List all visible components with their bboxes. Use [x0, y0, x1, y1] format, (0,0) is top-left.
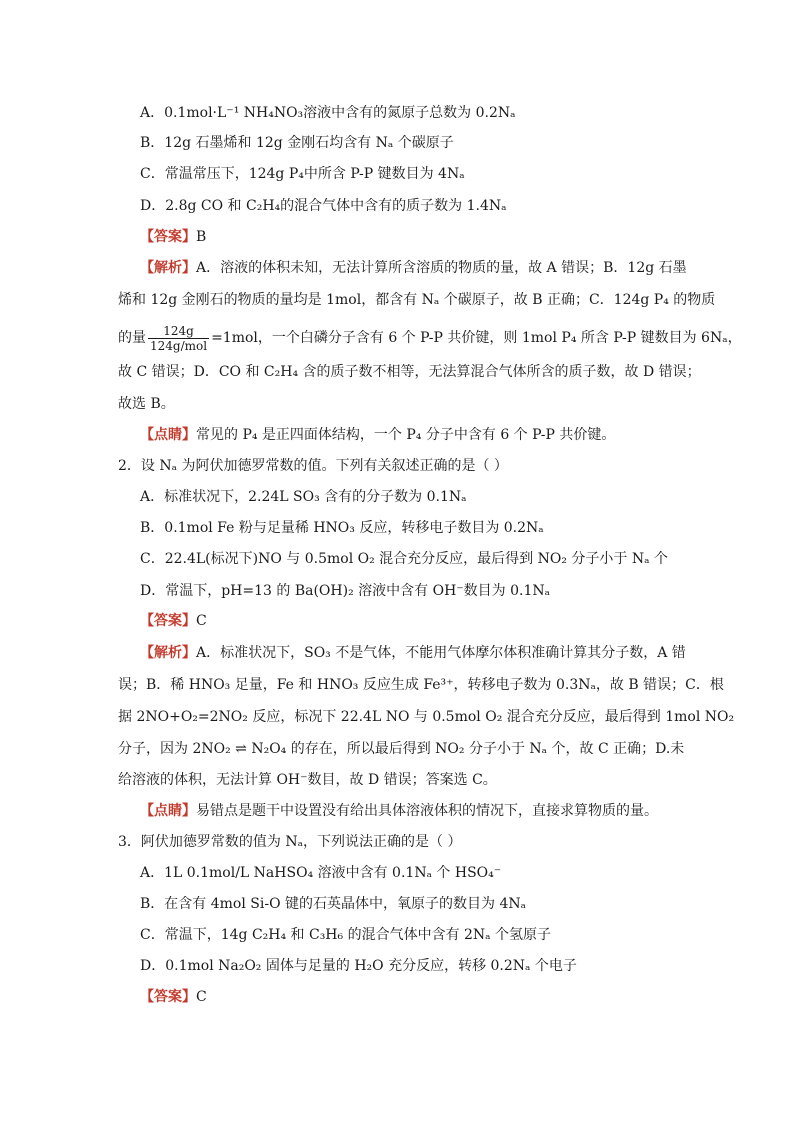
q2-option-c: C．22.4L(标况下)NO 与 0.5mol O₂ 混合充分反应，最后得到 NO₂ 分子小于 Nₐ 个 [140, 551, 668, 567]
answer-tag: 【答案】 [140, 229, 196, 245]
q1-analysis-line-3 [0, 322, 793, 354]
q1-analysis-line-5: 故选 B。 [118, 396, 175, 412]
q2-analysis-line-4: 分子，因为 2NO₂ ⇌ N₂O₄ 的存在，所以最后得到 NO₂ 分子小于 Nₐ 个，故 C 正确；D.未 [118, 741, 685, 757]
tip-tag: 【点睛】 [140, 803, 196, 819]
tip-text: 易错点是题干中设置没有给出具体溶液体积的情况下，直接求算物质的量。 [196, 803, 658, 819]
tip-text: 常见的 P₄ 是正四面体结构，一个 P₄ 分子中含有 6 个 P-P 共价键。 [196, 427, 616, 443]
q3-option-d: D．0.1mol Na₂O₂ 固体与足量的 H₂O 充分反应，转移 0.2Nₐ 个电子 [140, 958, 577, 974]
q2-option-d: D．常温下，pH=13 的 Ba(OH)₂ 溶液中含有 OH⁻数目为 0.1Nₐ [140, 583, 551, 599]
q1-answer [0, 227, 793, 247]
answer-value: C [196, 989, 207, 1005]
q3-option-a: A．1L 0.1mol/L NaHSO₄ 溶液中含有 0.1Nₐ 个 HSO₄⁻ [140, 865, 502, 881]
q1-option-b: B．12g 石墨烯和 12g 金刚石均含有 Nₐ 个碳原子 [140, 135, 454, 151]
q1-analysis-line-1 [0, 258, 793, 278]
analysis-text: A．溶液的体积未知，无法计算所含溶质的物质的量，故 A 错误；B．12g 石墨 [196, 260, 687, 276]
analysis-text: =1mol，一个白磷分子含有 6 个 P-P 共价键，则 1mol P₄ 所含 P-P 键数目为 6Nₐ， [211, 330, 742, 346]
q2-analysis-line-2: 误；B．稀 HNO₃ 足量，Fe 和 HNO₃ 反应生成 Fe³⁺，转移电子数为 0.3Nₐ，故 B 错误；C．根 [118, 677, 724, 693]
analysis-tag: 【解析】 [140, 260, 196, 276]
q1-analysis-line-2: 烯和 12g 金刚石的物质的量均是 1mol，都含有 Nₐ 个碳原子，故 B 正确；C．124g P₄ 的物质 [118, 292, 716, 308]
answer-tag: 【答案】 [140, 613, 196, 629]
q2-analysis-line-1 [0, 643, 793, 663]
q3-option-c: C．常温下，14g C₂H₄ 和 C₃H₆ 的混合气体中含有 2Nₐ 个氢原子 [140, 927, 552, 943]
analysis-text: A．标准状况下，SO₃ 不是气体，不能用气体摩尔体积准确计算其分子数，A 错 [196, 645, 686, 661]
tip-tag: 【点睛】 [140, 427, 196, 443]
q3-stem: 3．阿伏加德罗常数的值为 Nₐ，下列说法正确的是（ ） [118, 834, 462, 850]
answer-value: B [196, 229, 207, 245]
q2-tip [0, 801, 793, 821]
q3-option-b: B．在含有 4mol Si-O 键的石英晶体中，氧原子的数目为 4Nₐ [140, 896, 527, 912]
answer-tag: 【答案】 [140, 989, 196, 1005]
q1-option-d: D．2.8g CO 和 C₂H₄的混合气体中含有的质子数为 1.4Nₐ [140, 198, 507, 214]
answer-value: C [196, 613, 207, 629]
q2-option-a: A．标准状况下，2.24L SO₃ 含有的分子数为 0.1Nₐ [140, 489, 467, 505]
q2-stem: 2．设 Nₐ 为阿伏加德罗常数的值。下列有关叙述正确的是（ ） [118, 458, 508, 474]
q1-tip [0, 425, 793, 445]
fraction-denominator: 124g/mol [150, 338, 208, 353]
q2-analysis-line-3: 据 2NO+O₂=2NO₂ 反应，标况下 22.4L NO 与 0.5mol O₂ 混合充分反应，最后得到 1mol NO₂ [118, 709, 735, 725]
q3-answer [0, 987, 793, 1007]
q2-analysis-line-5: 给溶液的体积，无法计算 OH⁻数目，故 D 错误；答案选 C。 [118, 772, 497, 788]
analysis-text: 的量 [118, 330, 146, 346]
q1-option-c: C．常温常压下，124g P₄中所含 P-P 键数目为 4Nₐ [140, 166, 465, 182]
q1-analysis-line-4: 故 C 错误；D．CO 和 C₂H₄ 含的质子数不相等，无法算混合气体所含的质子数，故 D 错误； [118, 364, 701, 380]
fraction [148, 324, 209, 353]
q2-answer [0, 611, 793, 631]
q2-option-b: B．0.1mol Fe 粉与足量稀 HNO₃ 反应，转移电子数目为 0.2Nₐ [140, 520, 544, 536]
q1-option-a: A．0.1mol·L⁻¹ NH₄NO₃溶液中含有的氮原子总数为 0.2Nₐ [140, 105, 516, 121]
fraction-numerator: 124g [148, 324, 209, 339]
analysis-tag: 【解析】 [140, 645, 196, 661]
